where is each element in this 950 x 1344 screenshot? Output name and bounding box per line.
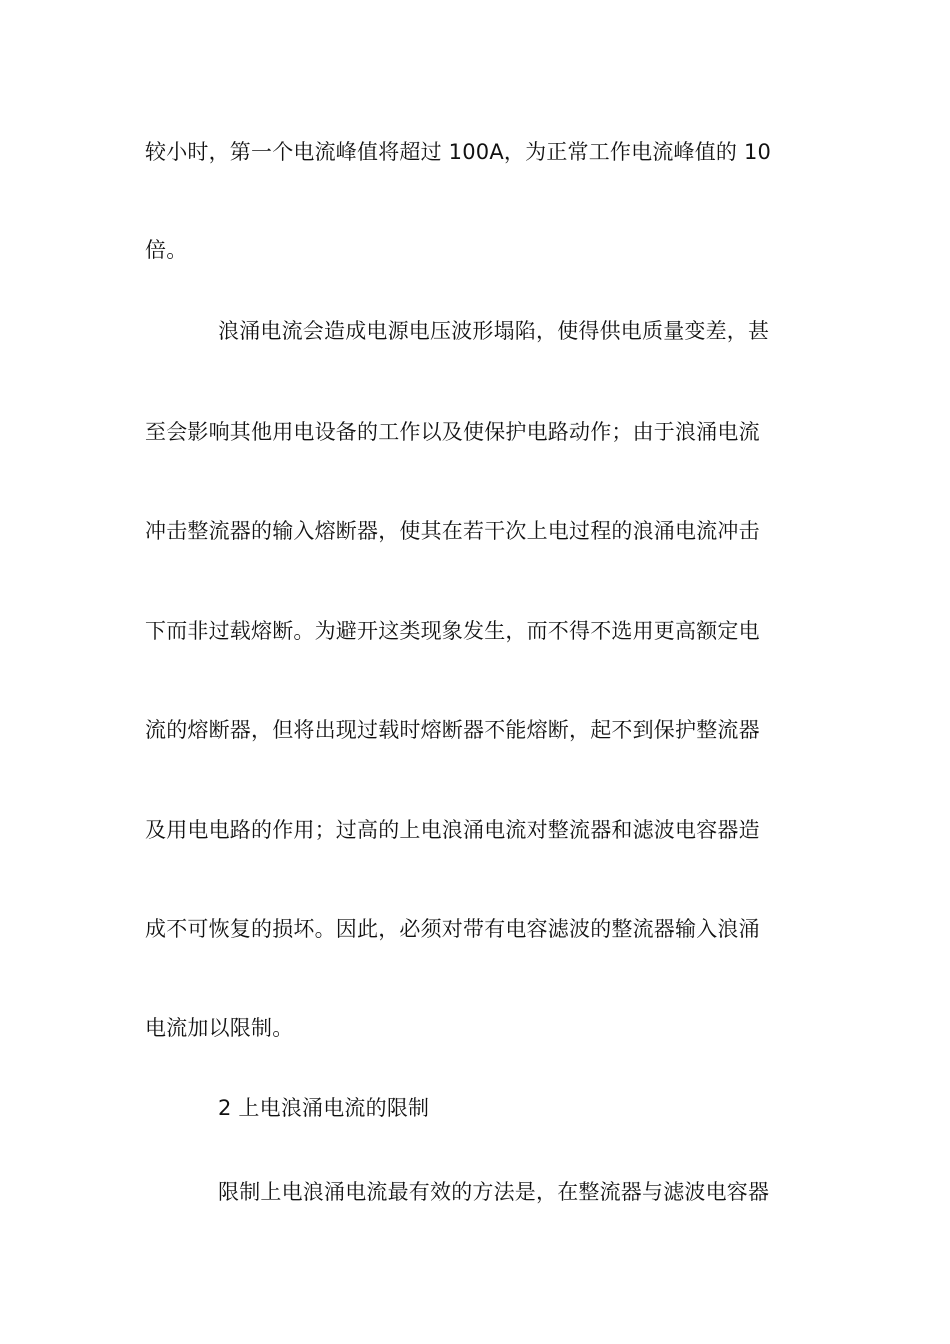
paragraph-line-7: 流的熔断器，但将出现过载时熔断器不能熔断，起不到保护整流器 [145,718,760,742]
paragraph-line-4: 至会影响其他用电设备的工作以及使保护电路动作；由于浪涌电流 [145,420,760,444]
section-heading: 2 上电浪涌电流的限制 [218,1096,430,1120]
paragraph-line-12: 限制上电浪涌电流最有效的方法是，在整流器与滤波电容器 [218,1180,770,1204]
paragraph-line-5: 冲击整流器的输入熔断器，使其在若干次上电过程的浪涌电流冲击 [145,519,760,543]
paragraph-line-1: 较小时，第一个电流峰值将超过 100A，为正常工作电流峰值的 10 [145,140,772,164]
paragraph-line-9: 成不可恢复的损坏。因此，必须对带有电容滤波的整流器输入浪涌 [145,917,760,941]
paragraph-line-8: 及用电电路的作用；过高的上电浪涌电流对整流器和滤波电容器造 [145,818,760,842]
paragraph-line-10: 电流加以限制。 [145,1016,294,1040]
paragraph-line-3: 浪涌电流会造成电源电压波形塌陷，使得供电质量变差，甚 [218,319,770,343]
paragraph-line-6: 下而非过载熔断。为避开这类现象发生，而不得不选用更高额定电 [145,619,760,643]
paragraph-line-2: 倍。 [145,238,188,262]
